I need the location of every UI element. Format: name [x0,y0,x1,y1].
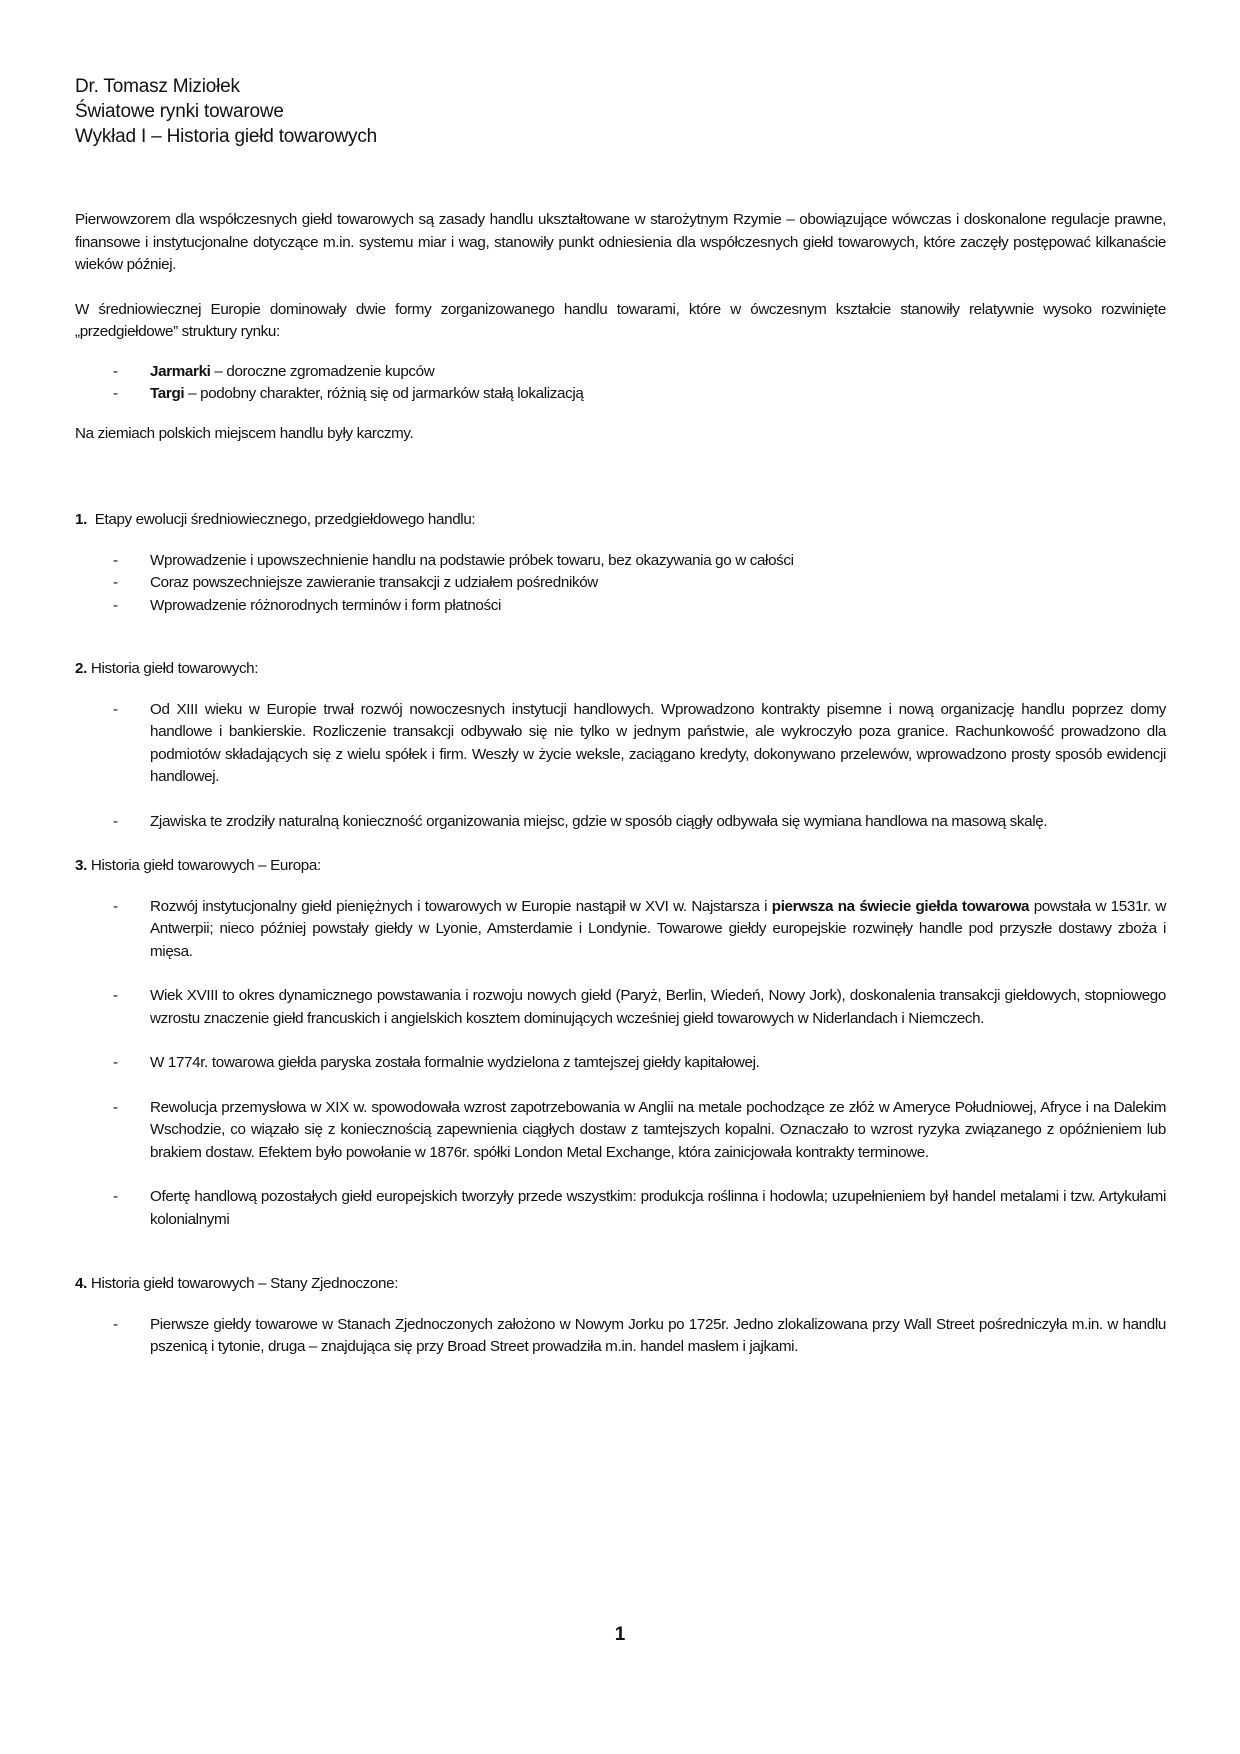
bullet-dash: - [113,1188,118,1205]
list-item-text: Od XIII wieku w Europie trwał rozwój nowoczesnych instytucji handlowych. Wprowadzono kontrakty pisemne i nową organizację handlu poprzez domy handlowe i bankierskie. Rozliczenie transakcji odbywało się nie tylko w jednym państwie, ale wykroczyło poza granice. Rachunkowość prowadzono dla podmiotów składających się z wielu spółek i firm. Weszły w życie weksle, zaciągano kredyty, dokonywano przelewów, wprowadzono prosty sposób ewidencji handlowej. [150,700,1166,785]
bullet-dash: - [113,1054,118,1071]
list-item-text: Zjawiska te zrodziły naturalną konieczność organizowania miejsc, gdzie w sposób ciągły odbywała się wymiana handlowa na masową skalę. [150,812,1048,830]
bullet-dash: - [113,551,118,569]
author-name: Dr. Tomasz Miziołek [75,76,240,97]
list-item-text: Coraz powszechniejsze zawieranie transakcji z udziałem pośredników [150,574,598,591]
bullet-dash: - [113,362,118,380]
list-item-text: Wiek XVIII to okres dynamicznego powstawania i rozwoju nowych giełd (Paryż, Berlin, Wiedeń, Nowy Jork), doskonalenia transakcji giełdowych, stopniowego wzrostu znaczenie giełd francuskich i angielskich kosztem dominujących wcześniej giełd towarowych w Niderlandach i Niemczech. [150,987,1166,1027]
bullet-dash: - [113,700,118,718]
lecture-title: Wykład I – Historia giełd towarowych [75,126,378,147]
section-1-heading [75,509,1166,532]
list-item-text: powstała w 1531r. w Antwerpii; nieco później powstały giełdy w Lyonie, Amsterdamie i Londynie. Towarowe giełdy europejskie rozwinęły handle pod przyszłe dostawy zboża i mięsa. [150,897,1166,960]
bullet-dash: - [113,596,118,614]
section-4-heading [75,1273,1166,1296]
list-item [75,550,1166,573]
list-item [75,1314,1166,1359]
document-body [75,209,1166,1359]
section-3-list [75,896,1166,1232]
list-item-text: W 1774r. towarowa giełda paryska została formalnie wydzielona z tamtejszej giełdy kapitałowej. [150,1054,760,1071]
list-item-text: Wprowadzenie i upowszechnienie handlu na podstawie próbek towaru, bez okazywania go w całości [150,551,794,569]
list-item [75,1186,1166,1231]
bullet-dash: - [113,897,118,915]
list-item-text: Ofertę handlową pozostałych giełd europejskich tworzyły przede wszystkim: produkcja roślinna i hodowla; uzupełnieniem był handel metalami i tzw. Artykułami kolonialnymi [150,1188,1166,1228]
document-header [75,74,377,149]
trade-forms-list [75,361,1166,406]
section-number: 4. [75,1275,87,1292]
section-3-heading [75,855,1166,878]
page-number: 1 [614,1624,626,1645]
list-item [75,572,1166,595]
term-targi: Targi [150,385,185,402]
bullet-dash: - [113,987,118,1004]
list-item [75,383,1166,406]
section-title-text: Historia giełd towarowych – Europa: [86,857,321,874]
bullet-dash: - [113,385,118,402]
term-jarmarki: Jarmarki [150,362,211,380]
section-2-list [75,699,1166,834]
list-item-text: Rewolucja przemysłowa w XIX w. spowodowała wzrost zapotrzebowania w Anglii na metale pochodzące ze złóż w Ameryce Południowej, Afryce i na Dalekim Wschodzie, co wiązało się z koniecznością zapewnienia ciągłych dostaw z tamtejszych kopalni. Oznaczało to wzrost ryzyka związanego z opóźnieniem lub brakiem dostaw. Efektem było powołanie w 1876r. spółki London Metal Exchange, która zainicjowała kontrakty terminowe. [150,1098,1166,1161]
bullet-dash: - [113,1098,118,1116]
bullet-dash: - [113,1315,118,1333]
section-2-heading [75,658,1166,681]
list-item [75,896,1166,964]
section-4-list [75,1314,1166,1359]
section-title-text: Etapy ewolucji średniowiecznego, przedgiełdowego handlu: [86,511,476,528]
intro-paragraph-3: Na ziemiach polskich miejscem handlu były karczmy. [75,424,414,442]
section-number: 3. [75,857,87,874]
bullet-dash: - [113,574,118,591]
section-number: 1. [75,511,87,528]
list-item [75,699,1166,789]
list-item [75,811,1166,834]
section-title-text: Historia giełd towarowych – Stany Zjednoczone: [86,1275,399,1292]
list-item [75,595,1166,618]
term-description: – podobny charakter, różnią się od jarmarków stałą lokalizacją [184,385,584,402]
section-1-list [75,550,1166,618]
intro-paragraph-1: Pierwowzorem dla współczesnych giełd towarowych są zasady handlu ukształtowane w starożytnym Rzymie – obowiązujące wówczas i doskonalone regulacje prawne, finansowe i instytucjonalne dotyczące m.in. systemu miar i wag, stanowiły punkt odniesienia dla współczesnych giełd towarowych, które zaczęły postępować kilkanaście wieków później. [75,211,1166,273]
list-item [75,361,1166,384]
list-item [75,1097,1166,1165]
list-item-text: Wprowadzenie różnorodnych terminów i form płatności [150,596,502,614]
term-description: – doroczne zgromadzenie kupców [210,362,435,380]
emphasis-first-exchange: pierwsza na świecie giełda towarowa [771,897,1030,915]
intro-paragraph-2: W średniowiecznej Europie dominowały dwie formy zorganizowanego handlu towarami, które w ówczesnym kształcie stanowiły relatywnie wysoko rozwinięte „przedgiełdowe” struktury rynku: [75,300,1166,340]
list-item-text: Rozwój instytucjonalny giełd pieniężnych i towarowych w Europie nastąpił w XVI w. Najstarsza i [150,897,772,915]
list-item-text: Pierwsze giełdy towarowe w Stanach Zjednoczonych założono w Nowym Jorku po 1725r. Jedno zlokalizowana przy Wall Street pośredniczyła m.in. w handlu pszenicą i tytonie, druga – znajdująca się przy Broad Street prowadziła m.in. handel masłem i jajkami. [150,1315,1166,1355]
section-number: 2. [75,660,87,677]
list-item [75,985,1166,1030]
course-title: Światowe rynki towarowe [75,101,284,122]
section-title-text: Historia giełd towarowych: [86,660,259,677]
list-item [75,1052,1166,1075]
bullet-dash: - [113,812,118,830]
